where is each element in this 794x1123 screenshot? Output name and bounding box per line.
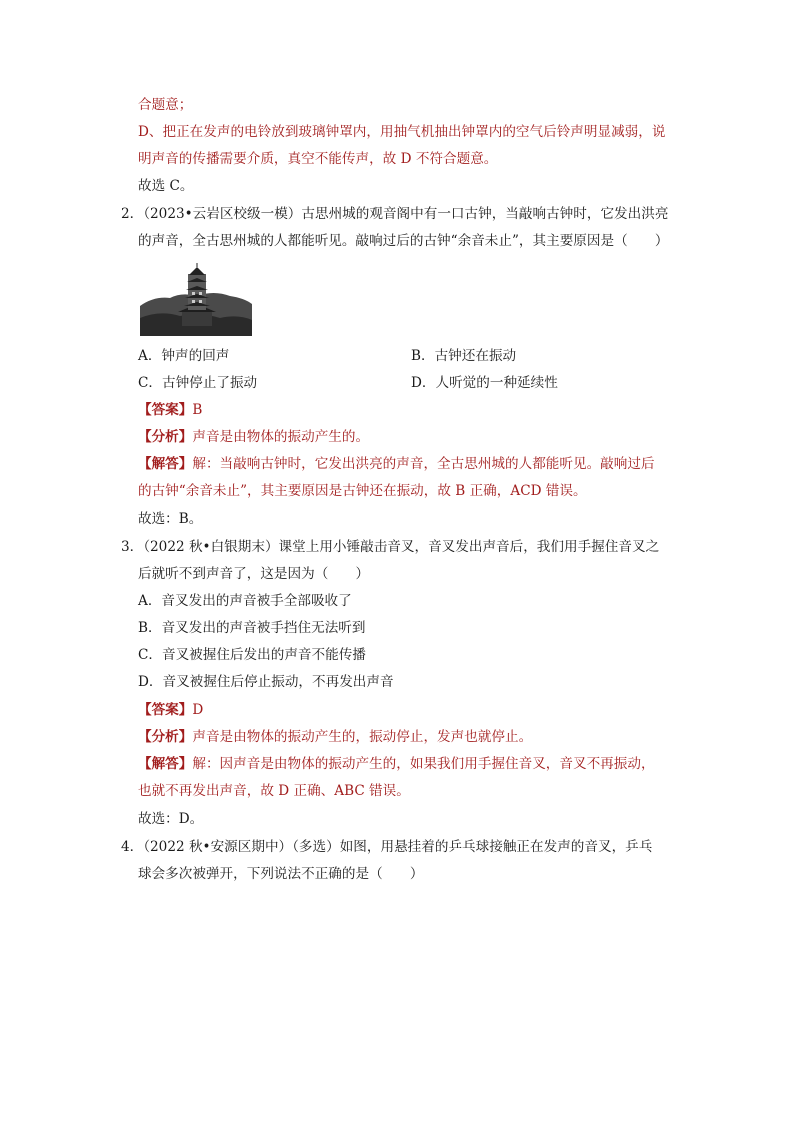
q4-stem-line-1: 4．（2022 秋•安源区期中）（多选）如图，用悬挂着的乒乓球接触正在发声的音叉，乒乓	[121, 839, 653, 855]
q2-option-c: C．古钟停止了振动	[138, 375, 258, 391]
q2-stem-line-2: 的声音，全古思州城的人都能听见。敲响过后的古钟“余音未止”，其主要原因是（ ）	[138, 233, 669, 249]
q2-solution-tag: 【解答】	[138, 456, 193, 472]
q2-analysis	[138, 427, 369, 447]
q3-option-d: D．音叉被握住后停止振动，不再发出声音	[138, 674, 394, 690]
q3-solution-line-2: 也就不再发出声音，故 D 正确、ABC 错误。	[138, 783, 410, 799]
q3-analysis-tag: 【分析】	[138, 729, 193, 745]
q3-stem-line-1: 3．（2022 秋•白银期末）课堂上用小锤敲击音叉，音叉发出声音后，我们用手握住音叉之	[121, 539, 660, 555]
q2-answer	[138, 400, 202, 420]
prev-solution-line-1: 合题意；	[138, 97, 193, 113]
q4-stem-line-2: 球会多次被弹开，下列说法不正确的是（ ）	[138, 866, 424, 882]
q2-solution-line-1	[138, 454, 655, 474]
q2-solution-text-1: 解：当敲响古钟时，它发出洪亮的声音，全古思州城的人都能听见。敲响过后	[192, 456, 655, 472]
q3-solution-line-1	[138, 754, 655, 774]
q3-choice: 故选：D。	[138, 811, 204, 827]
q2-option-b: B．古钟还在振动	[411, 348, 517, 364]
prev-solution-line-2: D、把正在发声的电铃放到玻璃钟罩内，用抽气机抽出钟罩内的空气后铃声明显减弱，说	[138, 124, 666, 140]
q3-solution-text-1: 解：因声音是由物体的振动产生的，如果我们用手握住音叉，音叉不再振动，	[192, 756, 655, 772]
q2-analysis-text: 声音是由物体的振动产生的。	[192, 429, 370, 445]
q2-analysis-tag: 【分析】	[138, 429, 193, 445]
q3-answer-value: D	[192, 702, 204, 718]
q3-solution-tag: 【解答】	[138, 756, 193, 772]
pavilion-photo	[140, 262, 252, 336]
q3-analysis-text: 声音是由物体的振动产生的，振动停止，发声也就停止。	[192, 729, 533, 745]
q3-option-a: A．音叉发出的声音被手全部吸收了	[138, 593, 352, 609]
q3-stem-line-2: 后就听不到声音了，这是因为（ ）	[138, 566, 370, 582]
prev-choice: 故选 C。	[138, 178, 194, 194]
q3-option-b: B．音叉发出的声音被手挡住无法听到	[138, 620, 366, 636]
q3-answer-tag: 【答案】	[138, 702, 193, 718]
q3-answer	[138, 700, 203, 720]
q2-answer-value: B	[192, 402, 203, 418]
q2-stem-line-1: 2．（2023•云岩区校级一模）古思州城的观音阁中有一口古钟，当敲响古钟时，它发出洪亮	[121, 206, 669, 222]
q2-answer-tag: 【答案】	[138, 402, 193, 418]
q3-analysis	[138, 727, 532, 747]
q2-solution-line-2: 的古钟“余音未止”，其主要原因是古钟还在振动，故 B 正确，ACD 错误。	[138, 483, 587, 499]
prev-solution-line-3: 明声音的传播需要介质，真空不能传声，故 D 不符合题意。	[138, 151, 498, 167]
q2-option-a: A．钟声的回声	[138, 348, 230, 364]
q2-choice: 故选：B。	[138, 511, 203, 527]
q2-option-d: D．人听觉的一种延续性	[411, 375, 558, 391]
q3-option-c: C．音叉被握住后发出的声音不能传播	[138, 647, 366, 663]
